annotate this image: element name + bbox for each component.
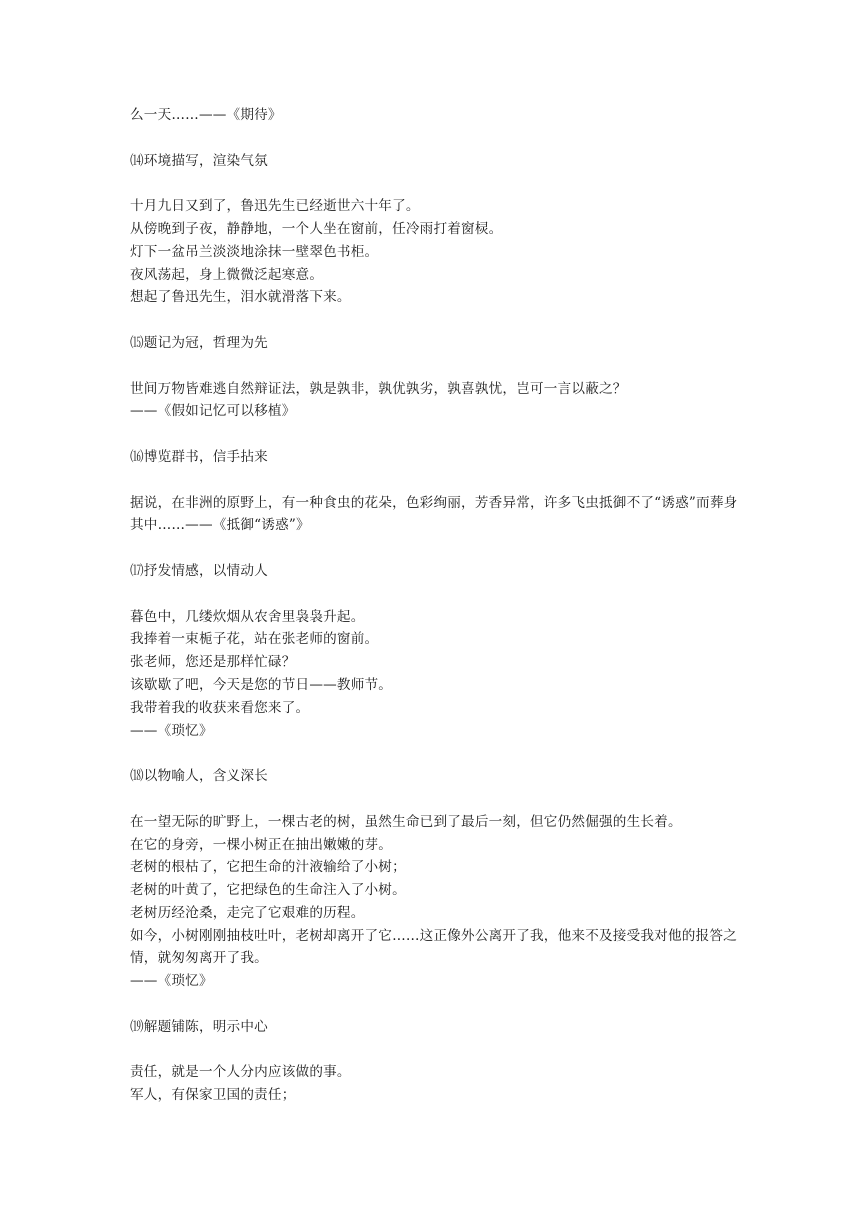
text-line: 从傍晚到子夜，静静地，一个人坐在窗前，任冷雨打着窗棂。: [130, 220, 503, 237]
text-line: 灯下一盆吊兰淡淡地涂抹一壁翠色书柜。: [130, 243, 379, 260]
section-heading: ⒆解题铺陈，明示中心: [130, 1018, 268, 1035]
text-paragraph: 如今，小树刚刚抽枝吐叶，老树却离开了它……这正像外公离开了我，他来不及接受我对他的报答之情，就匆匆离开了我。: [130, 927, 737, 967]
paragraph-gap: [130, 309, 742, 332]
paragraph-gap: [130, 788, 742, 811]
paragraph-gap: [130, 583, 742, 606]
text-line: 我带着我的收获来看您来了。: [130, 699, 310, 716]
document-body: [130, 104, 742, 1107]
text-line: 责任，就是一个人分内应该做的事。: [130, 1064, 351, 1081]
text-line: 该歇歇了吧，今天是您的节日——教师节。: [130, 676, 393, 693]
section-heading: ⒂题记为冠，哲理为先: [130, 334, 268, 351]
paragraph-gap: [130, 355, 742, 378]
citation-line: ——《琐忆》: [130, 722, 213, 739]
text-line: 在它的身旁，一棵小树正在抽出嫩嫩的芽。: [130, 836, 393, 853]
text-line: 在一望无际的旷野上，一棵古老的树，虽然生命已到了最后一刻，但它仍然倔强的生长着。: [130, 813, 682, 830]
citation-line: ——《假如记忆可以移植》: [130, 403, 296, 420]
text-paragraph: 据说，在非洲的原野上，有一种食虫的花朵，色彩绚丽，芳香异常，许多飞虫抵御不了“诱惑”而葬身其中……——《抵御“诱惑”》: [130, 494, 738, 534]
paragraph-gap: [130, 742, 742, 765]
intro-line: 么一天……——《期待》: [130, 107, 282, 123]
paragraph-gap: [130, 469, 742, 492]
paragraph-gap: [130, 993, 742, 1016]
section-heading: ⒅以物喻人，含义深长: [130, 768, 268, 785]
paragraph-gap: [130, 423, 742, 446]
paragraph-gap: [130, 127, 742, 150]
text-line: 军人，有保家卫国的责任；: [130, 1087, 296, 1104]
text-line: 我捧着一束栀子花，站在张老师的窗前。: [130, 631, 379, 648]
citation-line: ——《琐忆》: [130, 973, 213, 990]
text-line: 张老师，您还是那样忙碌？: [130, 654, 296, 671]
paragraph-gap: [130, 1039, 742, 1062]
text-line: 十月九日又到了，鲁迅先生已经逝世六十年了。: [130, 198, 420, 215]
section-heading: ⒄抒发情感，以情动人: [130, 562, 268, 579]
paragraph-gap: [130, 172, 742, 195]
text-line: 老树历经沧桑，走完了它艰难的历程。: [130, 904, 365, 921]
text-line: 暮色中，几缕炊烟从农舍里袅袅升起。: [130, 608, 365, 625]
text-line: 夜风荡起，身上微微泛起寒意。: [130, 266, 324, 283]
text-line: 老树的叶黄了，它把绿色的生命注入了小树。: [130, 882, 406, 899]
paragraph-gap: [130, 537, 742, 560]
text-line: 老树的根枯了，它把生命的汁液输给了小树；: [130, 859, 406, 876]
text-line: 世间万物皆难逃自然辩证法，孰是孰非，孰优孰劣，孰喜孰忧，岂可一言以蔽之？: [130, 380, 627, 397]
text-line: 想起了鲁迅先生，泪水就滑落下来。: [130, 289, 351, 306]
section-heading: ⒁环境描写，渲染气氛: [130, 152, 268, 169]
section-heading: ⒃博览群书，信手拈来: [130, 448, 268, 465]
